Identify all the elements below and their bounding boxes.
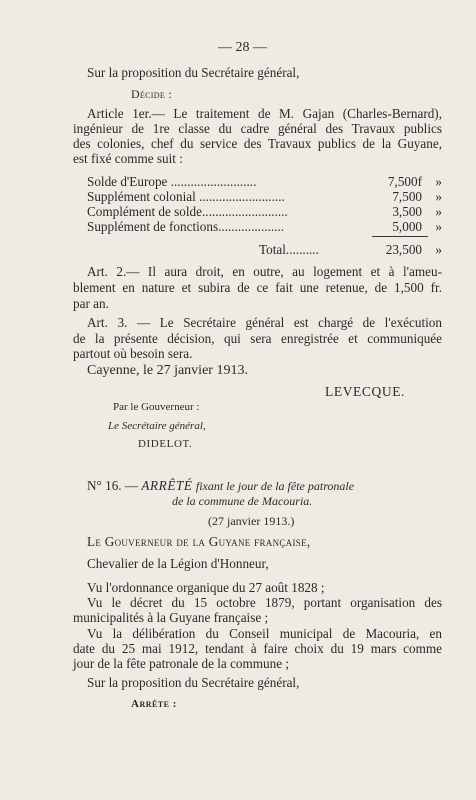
secretary-title: Le Secrétaire général,	[108, 420, 206, 432]
signature: LEVECQUE.	[325, 384, 406, 399]
salary-unit: »	[435, 174, 442, 189]
vu-line: Vu le décret du 15 octobre 1879, portant organisation des	[87, 595, 442, 610]
salary-label: Supplément de fonctions....................	[87, 219, 285, 234]
article-2-line: blement en nature et subira de ce fait une retenue, de 1,500 fr.	[73, 280, 442, 295]
article-1-line: Article 1er.— Le traitement de M. Gajan (Charles-Bernard),	[87, 106, 442, 121]
salary-amount: 7,500f	[387, 174, 422, 189]
arrete-label: Arrête :	[131, 698, 177, 710]
decide-label: Décide :	[131, 87, 172, 101]
vu-line: municipalités à la Guyane française ;	[73, 610, 269, 625]
arrete-title-word: ARRÊTÉ	[141, 478, 193, 493]
salary-row	[87, 219, 442, 234]
salary-row	[87, 189, 442, 204]
salary-unit: »	[435, 189, 442, 204]
arrete-title-rest: fixant le jour de la fête patronale	[195, 479, 355, 493]
arrete-header	[87, 478, 354, 494]
total-amount: 23,500	[385, 242, 422, 257]
total-rule	[372, 236, 428, 237]
arrete-number: N° 16.	[87, 478, 122, 493]
salary-label: Supplément colonial ..........................	[87, 189, 285, 204]
vu-line: Vu la délibération du Conseil municipal de Macouria, en	[87, 626, 442, 641]
arrete-date: (27 janvier 1913.)	[208, 514, 295, 528]
article-2-line: Art. 2.— Il aura droit, en outre, au logement et à l'ameu-	[87, 264, 442, 279]
article-3-line: partout où besoin sera.	[73, 346, 193, 361]
salary-label: Complément de solde..........................	[87, 204, 288, 219]
place-date: Cayenne, le 27 janvier 1913.	[87, 363, 248, 378]
page-number: — 28 —	[218, 40, 267, 55]
secretary-name: DIDELOT.	[138, 438, 193, 450]
salary-amount: 5,000	[392, 219, 422, 234]
dash: —	[124, 478, 142, 493]
total-unit: »	[435, 242, 442, 257]
salary-row	[87, 204, 442, 219]
salary-amount: 3,500	[392, 204, 422, 219]
arrete-proposal: Sur la proposition du Secrétaire général,	[87, 675, 300, 690]
salary-amount: 7,500	[392, 189, 422, 204]
article-2-line: par an.	[73, 296, 109, 311]
article-1-line: ingénieur de 1re classe du cadre général des Travaux publics	[73, 121, 442, 136]
vu-line: date du 25 mai 1912, tendant à faire choix du 19 mars comme	[73, 641, 442, 656]
salary-unit: »	[435, 204, 442, 219]
total-row	[87, 242, 442, 257]
article-3-line: de la présente décision, qui sera enregistrée et communiquée	[73, 331, 442, 346]
chevalier-line: Chevalier de la Légion d'Honneur,	[87, 556, 269, 571]
governor-line	[87, 534, 310, 549]
salary-unit: »	[435, 219, 442, 234]
vu-line: jour de la fête patronale de la commune ;	[73, 656, 290, 671]
proposal-line: Sur la proposition du Secrétaire général,	[87, 65, 300, 80]
total-label: Total..........	[259, 242, 319, 257]
by-governor: Par le Gouverneur :	[113, 401, 200, 413]
salary-label: Solde d'Europe ..........................	[87, 174, 257, 189]
vu-line: Vu l'ordonnance organique du 27 août 1828 ;	[87, 580, 325, 595]
article-1-line: est fixé comme suit :	[73, 151, 183, 166]
arrete-title-line2: de la commune de Macouria.	[172, 494, 313, 508]
article-3-line: Art. 3. — Le Secrétaire général est chargé de l'exécution	[87, 315, 442, 330]
article-1-line: des colonies, chef du service des Travaux publics de la Guyane,	[73, 136, 442, 151]
governor-text: Le Gouverneur de la Guyane française,	[87, 534, 311, 549]
salary-row	[87, 174, 442, 189]
